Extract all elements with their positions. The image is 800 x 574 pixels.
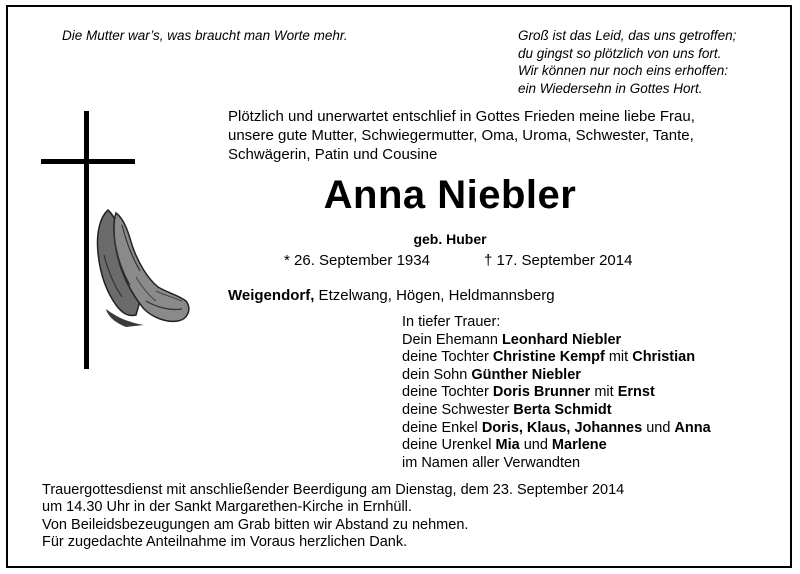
service-info	[42, 482, 624, 551]
mourner-line	[402, 384, 711, 402]
maiden-name: geb. Huber	[413, 231, 487, 247]
mourner-name: Christian	[632, 349, 696, 366]
verse-right-line: du gingst so plötzlich von uns fort.	[518, 45, 722, 61]
mourners-list	[402, 314, 711, 472]
mourner-line	[402, 367, 711, 385]
relation: deine Tochter	[402, 349, 493, 366]
verse-right-line: ein Wiedersehn in Gottes Hort.	[518, 80, 703, 96]
relation: deine Tochter	[402, 384, 493, 401]
verse-right-line: Groß ist das Leid, das uns getroffen;	[518, 28, 737, 43]
relation: deine Enkel	[402, 419, 482, 436]
mourner-name: Mia	[495, 437, 520, 454]
service-line: Von Beileidsbezeugungen am Grab bitten wir Abstand zu nehmen.	[42, 516, 469, 533]
relation: deine Schwester	[402, 401, 514, 418]
deceased-name: Anna Niebler	[323, 173, 577, 217]
mourner-line	[402, 437, 711, 455]
relation: Dein Ehemann	[402, 331, 502, 348]
intro-line: Schwägerin, Patin und Cousine	[228, 146, 438, 163]
mourner-line	[402, 402, 711, 420]
verse-left: Die Mutter war’s, was braucht man Worte mehr.	[62, 28, 348, 43]
mourner-name: Christine Kempf	[492, 349, 605, 366]
connector: mit	[604, 349, 633, 366]
birth-date: * 26. September 1934	[284, 252, 430, 269]
mourner-name: Doris, Klaus, Johannes	[481, 419, 643, 436]
place-others: Etzelwang, Högen, Heldmannsberg	[314, 287, 555, 304]
places-line	[228, 287, 555, 304]
verse-right-line: Wir können nur noch eins erhoffen:	[518, 63, 729, 78]
mourner-name: Doris Brunner	[492, 384, 591, 401]
relation: dein Sohn	[402, 366, 472, 383]
connector: und	[519, 437, 552, 454]
connector: und	[642, 419, 675, 436]
mourner-name: Anna	[674, 419, 711, 436]
death-date: † 17. September 2014	[484, 252, 633, 269]
praying-hands-icon	[86, 205, 196, 330]
mourner-name: Ernst	[617, 384, 655, 401]
intro-line: Plötzlich und unerwartet entschlief in Gottes Frieden meine liebe Frau,	[228, 108, 695, 125]
service-line: Trauergottesdienst mit anschließender Beerdigung am Dienstag, dem 23. September 2014	[42, 482, 625, 498]
mourner-line	[402, 420, 711, 438]
mourner-name: Leonhard Niebler	[501, 331, 622, 348]
mourners-heading: In tiefer Trauer:	[402, 314, 501, 330]
mourner-line	[402, 349, 711, 367]
mourners-closing: im Namen aller Verwandten	[402, 454, 581, 471]
mourner-line	[402, 332, 711, 350]
mourner-name: Marlene	[551, 437, 607, 454]
place-main: Weigendorf,	[228, 287, 315, 304]
cross-icon-bar	[41, 159, 135, 164]
mourner-name: Günther Niebler	[471, 366, 581, 383]
intro-text	[228, 107, 695, 164]
intro-line: unsere gute Mutter, Schwiegermutter, Oma, Uroma, Schwester, Tante,	[228, 127, 694, 144]
service-line: um 14.30 Uhr in der Sankt Margarethen-Kirche in Ernhüll.	[42, 499, 412, 516]
relation: deine Urenkel	[402, 437, 496, 454]
verse-right	[518, 27, 736, 97]
connector: mit	[590, 384, 618, 401]
service-line: Für zugedachte Anteilnahme im Voraus herzlichen Dank.	[42, 533, 408, 550]
mourner-name: Berta Schmidt	[513, 401, 612, 418]
